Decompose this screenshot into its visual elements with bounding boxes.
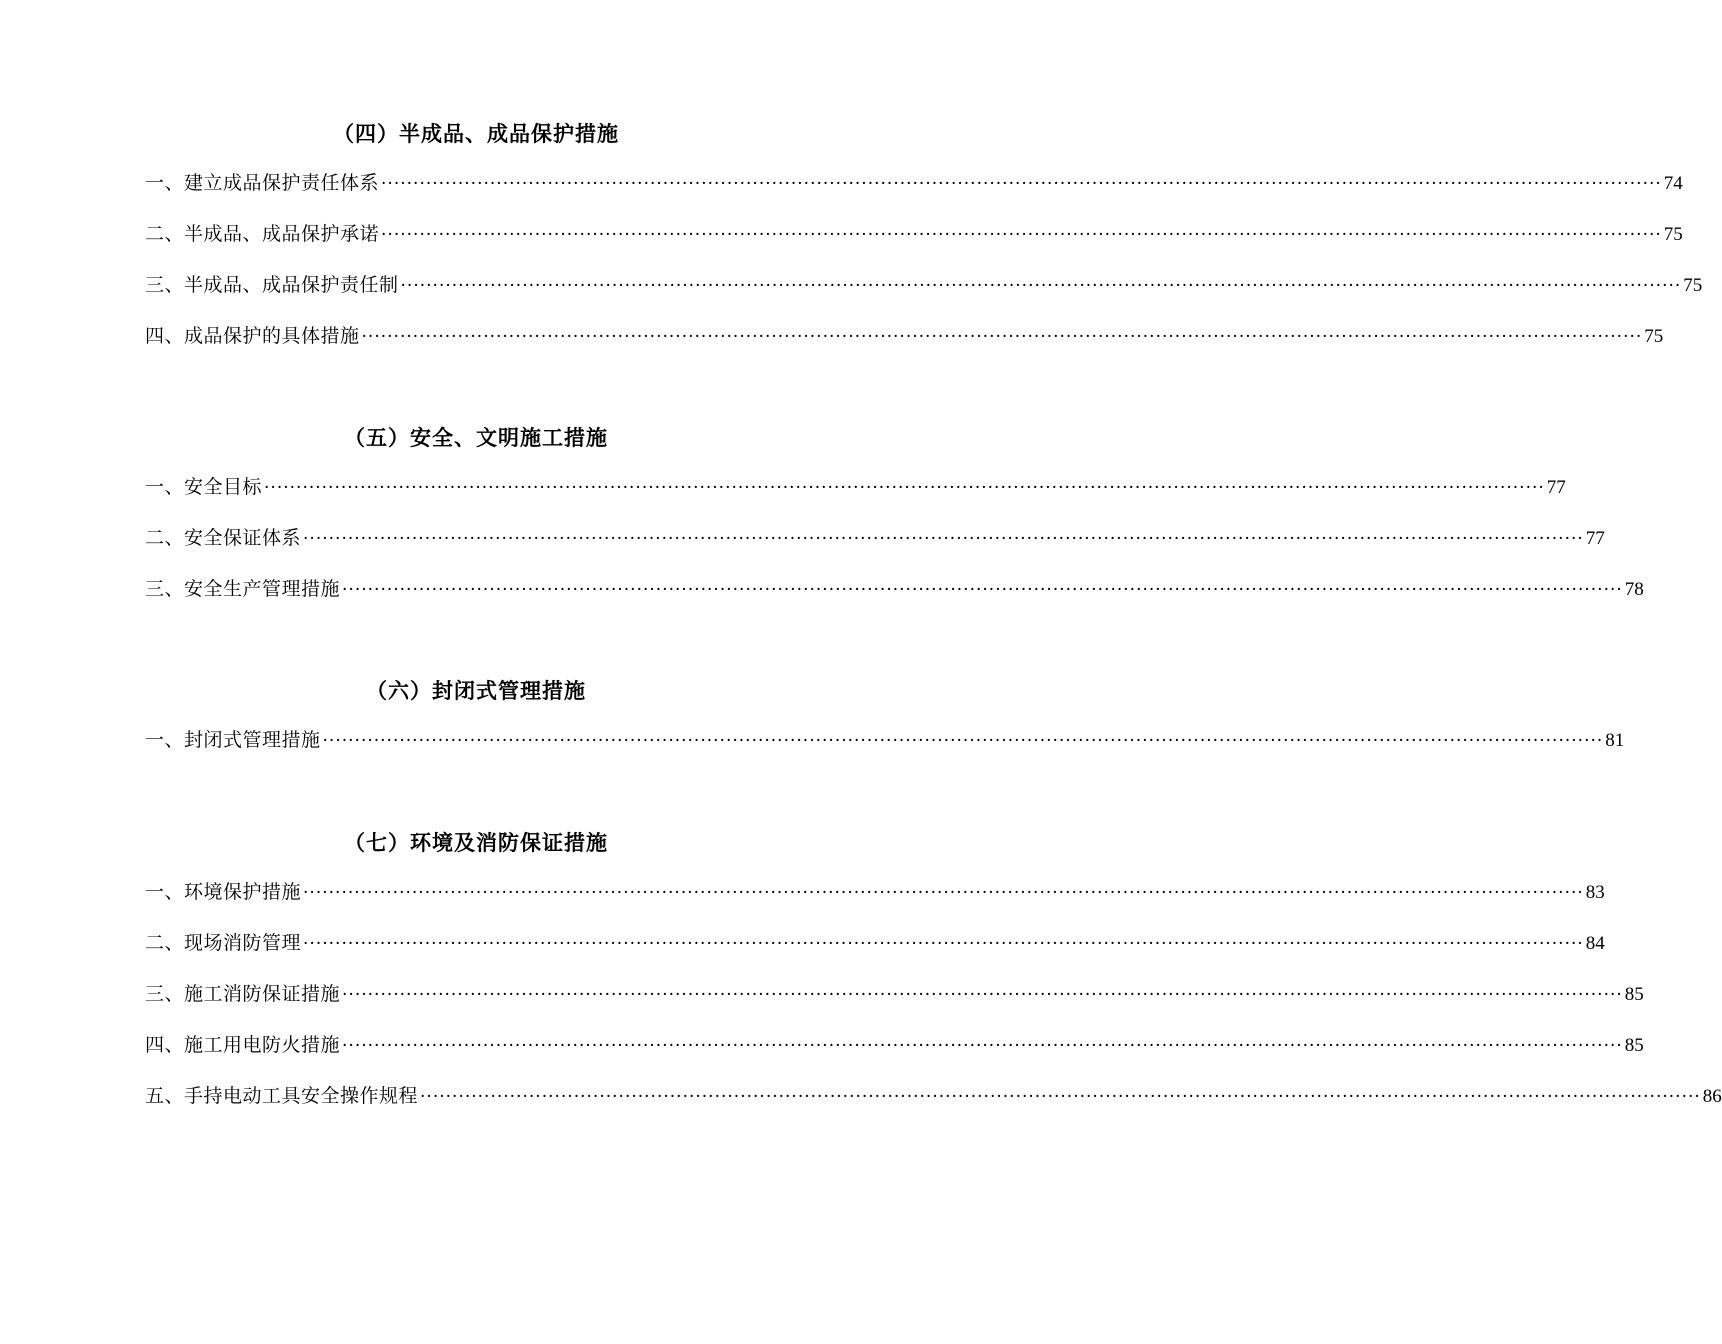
toc-entry-label: 五、手持电动工具安全操作规程 — [145, 1085, 419, 1107]
toc-entry[interactable] — [145, 726, 1625, 777]
toc-entry-label: 一、建立成品保护责任体系 — [145, 172, 380, 194]
toc-entry-label: 三、半成品、成品保护责任制 — [145, 274, 399, 296]
toc-section-4 — [145, 120, 1703, 373]
toc-entry-page: 74 — [1663, 173, 1683, 194]
toc-entry[interactable] — [145, 980, 1644, 1031]
toc-entry-label: 二、安全保证体系 — [145, 527, 302, 549]
toc-entry-label: 一、封闭式管理措施 — [145, 729, 321, 751]
toc-section-7 — [145, 829, 1722, 1133]
section-heading: （五）安全、文明施工措施 — [344, 426, 608, 450]
section-heading: （四）半成品、成品保护措施 — [333, 122, 619, 146]
toc-entry[interactable] — [145, 473, 1566, 524]
toc-entry-page: 81 — [1605, 730, 1625, 751]
dot-leader: ········································································································································································································ — [420, 1087, 1701, 1107]
toc-entry[interactable] — [145, 575, 1644, 626]
toc-entry-label: 一、环境保护措施 — [145, 881, 302, 903]
toc-entry[interactable] — [145, 1031, 1644, 1082]
dot-leader: ········································································································································································································ — [322, 731, 1604, 751]
dot-leader: ········································································································································································································ — [381, 174, 1662, 194]
toc-entry[interactable] — [145, 524, 1605, 575]
dot-leader: ········································································································································································································ — [264, 478, 1545, 498]
dot-leader: ········································································································································································································ — [361, 327, 1643, 347]
toc-entry-label: 二、现场消防管理 — [145, 932, 302, 954]
toc-entry[interactable] — [145, 929, 1605, 980]
toc-entry-page: 77 — [1546, 477, 1566, 498]
toc-entry-page: 78 — [1624, 579, 1644, 600]
toc-entry-page: 75 — [1683, 275, 1703, 296]
toc-entry[interactable] — [145, 322, 1664, 373]
dot-leader: ········································································································································································································ — [303, 883, 1584, 903]
dot-leader: ········································································································································································································ — [303, 529, 1584, 549]
toc-entry-page: 75 — [1644, 326, 1664, 347]
toc-entry[interactable] — [145, 878, 1605, 929]
toc-entry-label: 三、施工消防保证措施 — [145, 983, 341, 1005]
section-heading: （七）环境及消防保证措施 — [344, 831, 608, 855]
toc-entry-label: 四、成品保护的具体措施 — [145, 325, 360, 347]
toc-entry-label: 四、施工用电防火措施 — [145, 1034, 341, 1056]
toc-entry[interactable] — [145, 1082, 1722, 1133]
toc-entry-page: 75 — [1663, 224, 1683, 245]
dot-leader: ········································································································································································································ — [303, 934, 1584, 954]
toc-entry-label: 一、安全目标 — [145, 476, 263, 498]
toc-entry-label: 三、安全生产管理措施 — [145, 578, 341, 600]
toc-section-5 — [145, 424, 1644, 626]
dot-leader: ········································································································································································································ — [400, 276, 1682, 296]
toc-entry[interactable] — [145, 220, 1683, 271]
toc-entry-label: 二、半成品、成品保护承诺 — [145, 223, 380, 245]
toc-entry-page: 85 — [1624, 1035, 1644, 1056]
toc-entry[interactable] — [145, 169, 1683, 220]
dot-leader: ········································································································································································································ — [342, 1036, 1623, 1056]
toc-entry-page: 85 — [1624, 984, 1644, 1005]
toc-section-6 — [145, 677, 1625, 777]
toc-entry-page: 84 — [1585, 933, 1605, 954]
toc-entry-page: 86 — [1702, 1086, 1722, 1107]
dot-leader: ········································································································································································································ — [381, 225, 1662, 245]
toc-entry-page: 83 — [1585, 882, 1605, 903]
toc-entry[interactable] — [145, 271, 1703, 322]
dot-leader: ········································································································································································································ — [342, 985, 1623, 1005]
toc-entry-page: 77 — [1585, 528, 1605, 549]
dot-leader: ········································································································································································································ — [342, 580, 1623, 600]
section-heading: （六）封闭式管理措施 — [366, 679, 586, 703]
